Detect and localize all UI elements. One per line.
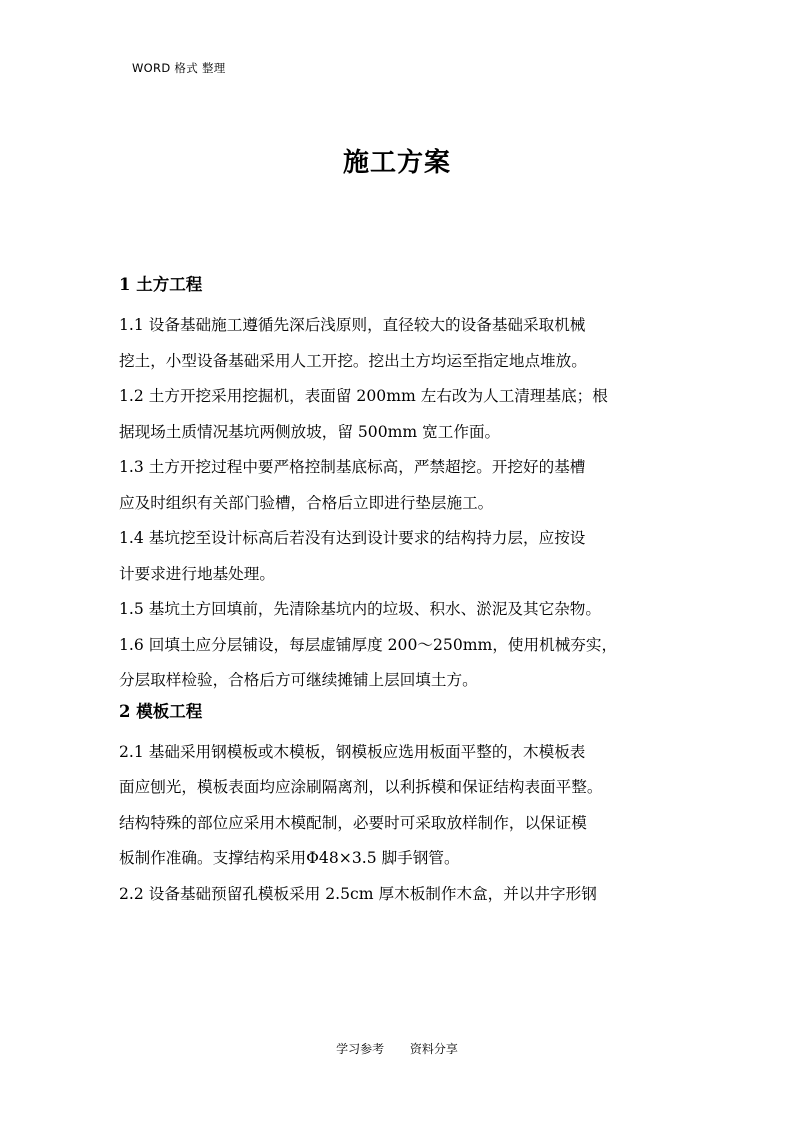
paragraph-line: 1.5 基坑土方回填前，先清除基坑内的垃圾、积水、淤泥及其它杂物。 xyxy=(119,600,601,618)
paragraph-line: 应及时组织有关部门验槽，合格后立即进行垫层施工。 xyxy=(119,493,494,512)
paragraph xyxy=(119,628,677,699)
paragraph-line: 2.2 设备基础预留孔模板采用 2.5cm 厚木板制作木盒，并以井字形钢 xyxy=(119,884,597,903)
paragraph-line: 计要求进行地基处理。 xyxy=(119,564,275,583)
paragraph-line: 1.6 回填土应分层铺设，每层虚铺厚度 200～250mm，使用机械夯实， xyxy=(119,635,618,654)
paragraph xyxy=(119,877,677,913)
page-footer xyxy=(0,1040,794,1057)
paragraph-line: 结构特殊的部位应采用木模配制，必要时可采取放样制作，以保证模 xyxy=(119,813,587,832)
paragraph xyxy=(119,521,677,592)
paragraph-line: 1.4 基坑挖至设计标高后若没有达到设计要求的结构持力层，应按设 xyxy=(119,529,586,547)
paragraph-line: 板制作准确。支撑结构采用Φ48×3.5 脚手钢管。 xyxy=(119,849,460,867)
paragraph-line: 挖土，小型设备基础采用人工开挖。挖出土方均运至指定地点堆放。 xyxy=(119,351,587,370)
paragraph-line: 2.1 基础采用钢模板或木模板，钢模板应选用板面平整的，木模板表 xyxy=(119,742,586,761)
page-header: WORD 格式 整理 xyxy=(132,61,226,75)
section-heading: 2 模板工程 xyxy=(119,701,203,721)
paragraph xyxy=(119,308,677,379)
paragraph-line: 分层取样检验，合格后方可继续摊铺上层回填土方。 xyxy=(119,671,478,689)
footer-right-text: 资料分享 xyxy=(409,1042,458,1056)
document-body xyxy=(119,272,677,912)
paragraph-line: 1.2 土方开挖采用挖掘机，表面留 200mm 左右改为人工清理基底；根 xyxy=(119,387,608,405)
paragraph-line: 1.3 土方开挖过程中要严格控制基底标高，严禁超挖。开挖好的基槽 xyxy=(119,458,586,476)
paragraph-line: 1.1 设备基础施工遵循先深后浅原则，直径较大的设备基础采取机械 xyxy=(119,316,586,334)
paragraph xyxy=(119,379,677,450)
footer-left-text: 学习参考 xyxy=(336,1042,385,1056)
paragraph xyxy=(119,592,677,628)
paragraph xyxy=(119,450,677,521)
paragraph-line: 据现场土质情况基坑两侧放坡，留 500mm 宽工作面。 xyxy=(119,422,501,441)
section-heading: 1 土方工程 xyxy=(119,275,203,294)
document-title: 施工方案 xyxy=(342,148,451,178)
paragraph xyxy=(119,735,677,877)
paragraph-line: 面应刨光，模板表面均应涂刷隔离剂，以利拆模和保证结构表面平整。 xyxy=(119,778,603,796)
